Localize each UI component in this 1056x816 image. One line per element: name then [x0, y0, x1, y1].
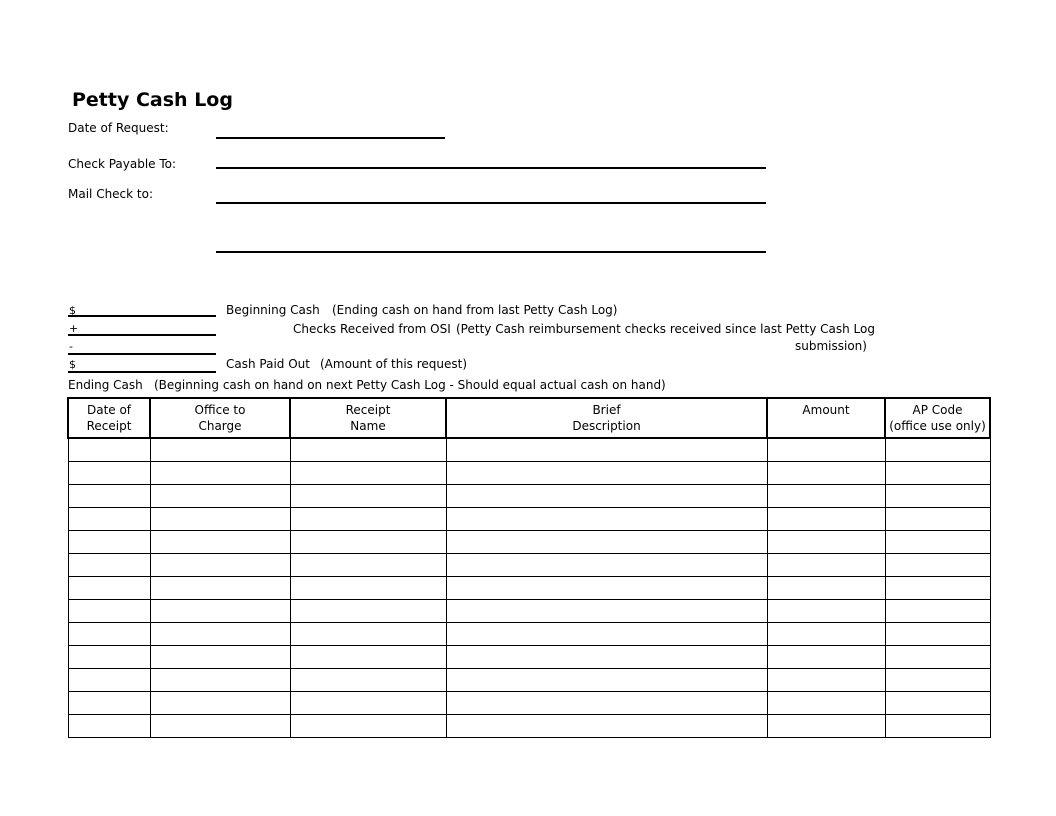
cell-ap-code[interactable]	[885, 669, 990, 692]
cell-receipt-name[interactable]	[290, 669, 446, 692]
cell-ap-code[interactable]	[885, 531, 990, 554]
cell-receipt-name[interactable]	[290, 485, 446, 508]
cash-paid-minus-symbol: -	[69, 340, 73, 353]
mail-check-field-2[interactable]	[216, 251, 766, 253]
cell-amount[interactable]	[767, 554, 885, 577]
table-row	[68, 438, 990, 462]
cell-date-of-receipt[interactable]	[68, 623, 150, 646]
cell-date-of-receipt[interactable]	[68, 438, 150, 462]
checks-received-symbol: +	[69, 322, 79, 335]
header-date-of-receipt: Date of Receipt	[68, 398, 150, 438]
cell-office-to-charge[interactable]	[150, 531, 290, 554]
cell-brief-description[interactable]	[446, 462, 767, 485]
cell-ap-code[interactable]	[885, 646, 990, 669]
cash-paid-label: Cash Paid Out	[226, 357, 310, 371]
cell-amount[interactable]	[767, 646, 885, 669]
cash-paid-field[interactable]	[68, 353, 216, 355]
header-brief-description: Brief Description	[446, 398, 767, 438]
cell-amount[interactable]	[767, 669, 885, 692]
cell-amount[interactable]	[767, 462, 885, 485]
cell-amount[interactable]	[767, 531, 885, 554]
cell-receipt-name[interactable]	[290, 438, 446, 462]
cell-office-to-charge[interactable]	[150, 554, 290, 577]
cell-ap-code[interactable]	[885, 554, 990, 577]
header-receipt-name: Receipt Name	[290, 398, 446, 438]
mail-check-label: Mail Check to:	[68, 187, 154, 201]
header-amount: Amount	[767, 398, 885, 438]
cell-ap-code[interactable]	[885, 715, 990, 738]
cell-brief-description[interactable]	[446, 715, 767, 738]
date-of-request-label: Date of Request:	[68, 121, 169, 135]
cell-amount[interactable]	[767, 485, 885, 508]
cell-date-of-receipt[interactable]	[68, 508, 150, 531]
cell-amount[interactable]	[767, 508, 885, 531]
cell-receipt-name[interactable]	[290, 600, 446, 623]
cell-ap-code[interactable]	[885, 692, 990, 715]
cell-receipt-name[interactable]	[290, 462, 446, 485]
check-payable-label: Check Payable To:	[68, 157, 177, 171]
cell-date-of-receipt[interactable]	[68, 485, 150, 508]
beginning-cash-label: Beginning Cash	[226, 303, 320, 317]
table-row	[68, 715, 990, 738]
checks-received-note-cont: submission)	[795, 339, 867, 353]
cell-date-of-receipt[interactable]	[68, 646, 150, 669]
cell-date-of-receipt[interactable]	[68, 715, 150, 738]
cell-amount[interactable]	[767, 623, 885, 646]
cell-brief-description[interactable]	[446, 531, 767, 554]
cell-office-to-charge[interactable]	[150, 438, 290, 462]
cell-date-of-receipt[interactable]	[68, 462, 150, 485]
cell-ap-code[interactable]	[885, 485, 990, 508]
cell-brief-description[interactable]	[446, 577, 767, 600]
cell-ap-code[interactable]	[885, 438, 990, 462]
ending-cash-label: Ending Cash	[68, 378, 143, 392]
table-row	[68, 669, 990, 692]
cell-office-to-charge[interactable]	[150, 485, 290, 508]
check-payable-field[interactable]	[216, 167, 766, 169]
beginning-cash-symbol: $	[69, 304, 76, 317]
cell-receipt-name[interactable]	[290, 715, 446, 738]
beginning-cash-field[interactable]	[68, 315, 216, 317]
cell-receipt-name[interactable]	[290, 554, 446, 577]
cell-receipt-name[interactable]	[290, 531, 446, 554]
cell-brief-description[interactable]	[446, 508, 767, 531]
cell-amount[interactable]	[767, 600, 885, 623]
cell-amount[interactable]	[767, 692, 885, 715]
cell-brief-description[interactable]	[446, 600, 767, 623]
table-row	[68, 600, 990, 623]
beginning-cash-note: (Ending cash on hand from last Petty Cash Log)	[332, 303, 618, 317]
table-row	[68, 485, 990, 508]
cell-brief-description[interactable]	[446, 485, 767, 508]
cell-receipt-name[interactable]	[290, 623, 446, 646]
table-body	[68, 438, 990, 738]
table-row	[68, 646, 990, 669]
cell-date-of-receipt[interactable]	[68, 531, 150, 554]
cell-amount[interactable]	[767, 577, 885, 600]
cell-date-of-receipt[interactable]	[68, 600, 150, 623]
table-row	[68, 508, 990, 531]
header-ap-code: AP Code (office use only)	[885, 398, 990, 438]
header-office-to-charge: Office to Charge	[150, 398, 290, 438]
ending-cash-field[interactable]	[68, 371, 216, 373]
cell-receipt-name[interactable]	[290, 577, 446, 600]
cell-date-of-receipt[interactable]	[68, 554, 150, 577]
cell-office-to-charge[interactable]	[150, 462, 290, 485]
cell-receipt-name[interactable]	[290, 646, 446, 669]
ending-cash-symbol: $	[69, 358, 76, 371]
table-row	[68, 531, 990, 554]
cell-brief-description[interactable]	[446, 623, 767, 646]
table-row	[68, 623, 990, 646]
cell-amount[interactable]	[767, 438, 885, 462]
cell-office-to-charge[interactable]	[150, 577, 290, 600]
cell-date-of-receipt[interactable]	[68, 692, 150, 715]
cell-brief-description[interactable]	[446, 692, 767, 715]
cell-brief-description[interactable]	[446, 438, 767, 462]
table-row	[68, 462, 990, 485]
cell-amount[interactable]	[767, 715, 885, 738]
cell-ap-code[interactable]	[885, 623, 990, 646]
cell-brief-description[interactable]	[446, 669, 767, 692]
cell-office-to-charge[interactable]	[150, 508, 290, 531]
table-row	[68, 692, 990, 715]
cell-office-to-charge[interactable]	[150, 669, 290, 692]
table-header-row	[68, 398, 990, 438]
mail-check-field-1[interactable]	[216, 202, 766, 204]
cash-paid-note: (Amount of this request)	[320, 357, 468, 371]
cell-ap-code[interactable]	[885, 462, 990, 485]
cell-office-to-charge[interactable]	[150, 715, 290, 738]
table-row	[68, 577, 990, 600]
cell-office-to-charge[interactable]	[150, 623, 290, 646]
cell-receipt-name[interactable]	[290, 508, 446, 531]
cell-office-to-charge[interactable]	[150, 692, 290, 715]
cell-date-of-receipt[interactable]	[68, 577, 150, 600]
date-of-request-field[interactable]	[216, 137, 445, 139]
ending-cash-note: (Beginning cash on hand on next Petty Cash Log - Should equal actual cash on hand)	[154, 378, 666, 392]
petty-cash-table	[67, 397, 991, 738]
cell-brief-description[interactable]	[446, 646, 767, 669]
checks-received-field[interactable]	[68, 334, 216, 336]
cell-ap-code[interactable]	[885, 508, 990, 531]
table-row	[68, 554, 990, 577]
cell-brief-description[interactable]	[446, 554, 767, 577]
cell-office-to-charge[interactable]	[150, 646, 290, 669]
cell-ap-code[interactable]	[885, 600, 990, 623]
cell-office-to-charge[interactable]	[150, 600, 290, 623]
checks-received-label: Checks Received from OSI	[293, 322, 451, 336]
page-title: Petty Cash Log	[72, 89, 233, 111]
cell-date-of-receipt[interactable]	[68, 669, 150, 692]
checks-received-note: (Petty Cash reimbursement checks received since last Petty Cash Log	[456, 322, 875, 336]
cell-ap-code[interactable]	[885, 577, 990, 600]
cell-receipt-name[interactable]	[290, 692, 446, 715]
